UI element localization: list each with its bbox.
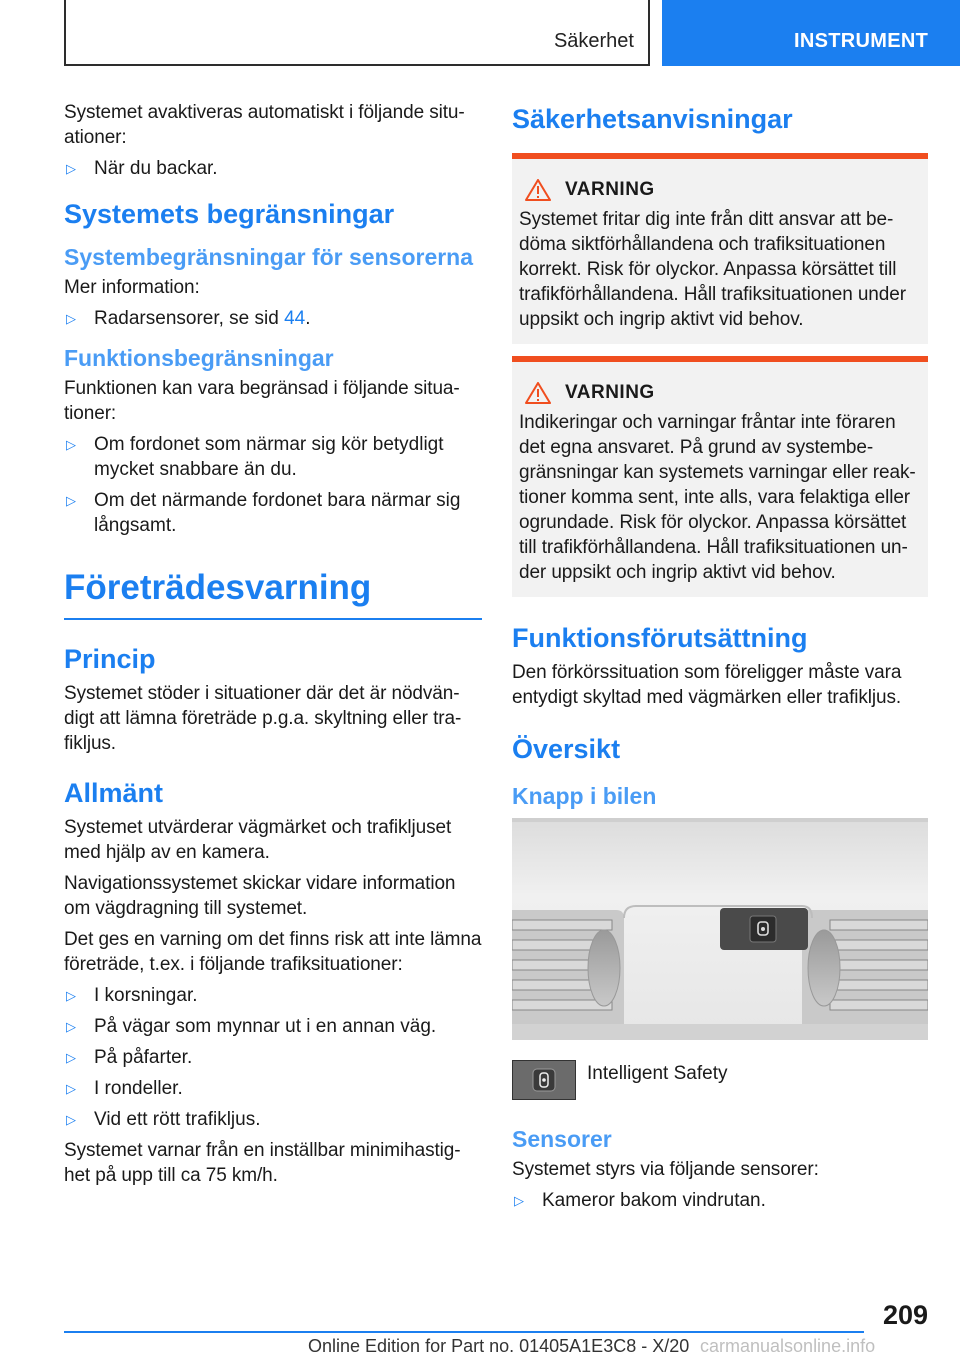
warning-box xyxy=(512,356,928,597)
sensors-text: Systemet styrs via följande sensorer: xyxy=(512,1159,819,1180)
prereq-text: Den förkörssituation som föreligger måste vara entydigt skyltad med vägmärken eller trafikljus. xyxy=(512,662,902,708)
list-item: ▷ När du backar. xyxy=(66,158,218,179)
bullet-icon: ▷ xyxy=(514,1193,524,1208)
warning-triangle-icon xyxy=(525,382,551,404)
header-section-tab xyxy=(64,0,650,66)
general-heading: Allmänt xyxy=(64,778,164,808)
header-section-label: Säkerhet xyxy=(553,30,634,52)
prereq-heading: Funktionsförutsättning xyxy=(512,623,808,653)
intro-paragraph: Systemet avaktiveras automatiskt i följande situ-ationer: xyxy=(64,102,465,148)
right-column xyxy=(512,100,928,1219)
bullet-icon: ▷ xyxy=(66,1081,76,1096)
bullet-icon: ▷ xyxy=(66,988,76,1003)
caption-label: Intelligent Safety xyxy=(587,1063,728,1084)
list-item: ▷ På påfarter. xyxy=(66,1047,193,1068)
list-item: ▷ Radarsensorer, se sid 44. xyxy=(66,308,311,329)
warning-label: VARNING xyxy=(565,179,655,200)
general-paragraph: Systemet utvärderar vägmärket och trafikljuset med hjälp av en kamera. xyxy=(64,817,452,863)
warning-box xyxy=(512,153,928,344)
principle-heading: Princip xyxy=(64,644,156,674)
general-paragraph: Navigationssystemet skickar vidare information om vägdragning till systemet. xyxy=(64,873,456,919)
button-caption xyxy=(512,1060,928,1100)
bullet-icon: ▷ xyxy=(66,437,76,452)
bullet-icon: ▷ xyxy=(66,493,76,508)
limits-heading: Systemets begränsningar xyxy=(64,199,395,229)
bullet-icon: ▷ xyxy=(66,161,76,176)
button-heading: Knapp i bilen xyxy=(512,783,657,809)
bullet-icon: ▷ xyxy=(66,1050,76,1065)
list-item: ▷ I rondeller. xyxy=(66,1078,183,1099)
list-item: ▷ I korsningar. xyxy=(66,985,198,1006)
header-chapter-tab xyxy=(662,0,960,66)
section-title: Företrädesvarning xyxy=(64,568,482,620)
list-item: ▷ Kameror bakom vindrutan. xyxy=(514,1190,766,1211)
page-link[interactable]: 44 xyxy=(284,308,306,329)
func-limits-text: Funktionen kan vara begränsad i följande situa-tioner: xyxy=(64,378,460,424)
func-limits-heading: Funktionsbegränsningar xyxy=(64,345,334,371)
warning-triangle-icon xyxy=(525,179,551,201)
warning-text: Systemet fritar dig inte från ditt ansvar att be-döma siktförhållandena och trafiksituationen korrekt. Risk för olyckor. Anpassa körsättet till trafikförhållandena. Håll trafiksituationen under uppsikt och ingrip aktivt vid behov. xyxy=(519,209,906,330)
left-column xyxy=(64,100,482,1194)
safety-heading: Säkerhetsanvisningar xyxy=(512,104,793,134)
warning-label: VARNING xyxy=(565,382,655,403)
footer-divider xyxy=(64,1331,864,1333)
dashboard-illustration xyxy=(512,818,928,1040)
car-button-photo xyxy=(512,818,928,1040)
bullet-icon: ▷ xyxy=(66,311,76,326)
list-item: ▷ Om fordonet som närmar sig kör betydligt mycket snabbare än du. xyxy=(66,434,444,480)
list-item: ▷ På vägar som mynnar ut i en annan väg. xyxy=(66,1016,437,1037)
bullet-icon: ▷ xyxy=(66,1112,76,1127)
edition-text: Online Edition for Part no. 01405A1E3C8 - X/20 xyxy=(308,1336,690,1356)
sensors-heading: Sensorer xyxy=(512,1126,612,1152)
sensor-limits-heading: Systembegränsningar för sensorerna xyxy=(64,244,474,270)
general-paragraph: Det ges en varning om det finns risk att inte lämna företräde, t.ex. i följande trafiksituationer: xyxy=(64,929,482,975)
header-chapter-label: INSTRUMENT xyxy=(794,30,929,52)
warning-text: Indikeringar och varningar fråntar inte föraren det egna ansvaret. På grund av systembe-gränsningar kan systemets varningar eller reak-tioner komma sent, inte alls, vara felaktiga eller ogrundade. Risk för olyckor. Anpassa körsättet till trafikförhållandena. Håll trafiksituationen un-der uppsikt och ingrip aktivt vid behov. xyxy=(519,412,916,583)
bullet-icon: ▷ xyxy=(66,1019,76,1034)
intelligent-safety-icon xyxy=(512,1060,576,1100)
overview-heading: Översikt xyxy=(512,734,621,764)
list-item: ▷ Vid ett rött trafikljus. xyxy=(66,1109,261,1130)
principle-text: Systemet stöder i situationer där det är nödvän-digt att lämna företräde p.g.a. skyltning eller tra-fikljus. xyxy=(64,683,462,754)
more-info-text: Mer information: xyxy=(64,277,200,298)
list-item: ▷ Om det närmande fordonet bara närmar sig långsamt. xyxy=(66,490,461,536)
page-number: 209 xyxy=(882,1300,928,1330)
general-paragraph: Systemet varnar från en inställbar minimihastig-het på upp till ca 75 km/h. xyxy=(64,1140,461,1186)
watermark: carmanualsonline.info xyxy=(700,1336,876,1356)
